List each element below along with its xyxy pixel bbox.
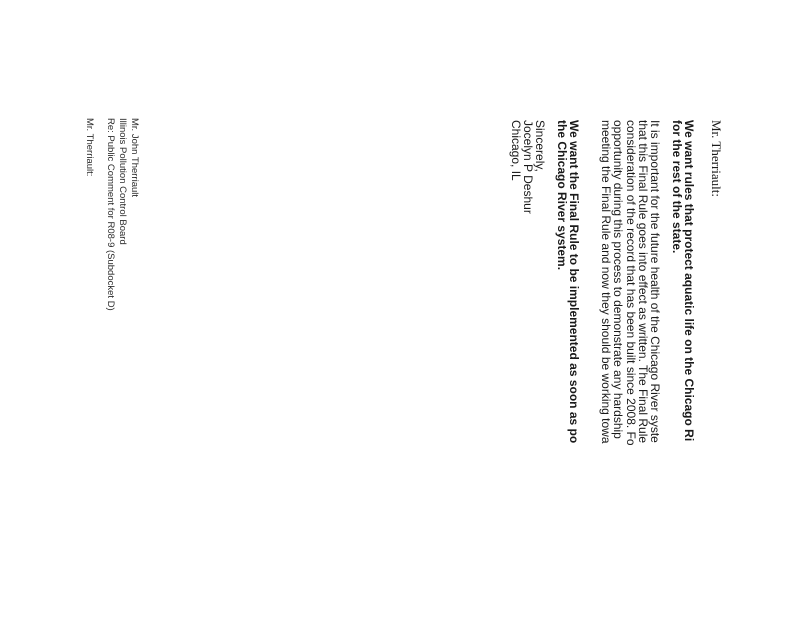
- salutation-text: Mr. Therriault:: [709, 120, 724, 198]
- salutation: [710, 120, 722, 197]
- body-paragraph-line: that this Final Rule goes into effect as written. The Final Rule: [635, 120, 650, 444]
- bold-paragraph-aquatic-life: [671, 120, 695, 618]
- bold-paragraph-implementation: [556, 120, 580, 443]
- body-paragraph-line: opportunity during this process to demonstrate any hardship: [611, 120, 626, 439]
- recipient-name: Mr. John Therriault: [129, 118, 140, 198]
- bold-paragraph-line: We want the Final Rule to be implemented as soon as po: [567, 120, 581, 444]
- body-paragraph-line: consideration of the record that has been built since 2008. Fo: [623, 120, 638, 446]
- closing-text: Sincerely,: [533, 120, 547, 172]
- body-paragraph: [600, 120, 661, 446]
- signer-name: Jocelyn P Deshur: [520, 120, 535, 214]
- signature-block: [509, 120, 546, 214]
- salutation-repeat: [83, 118, 95, 176]
- address-block: [104, 118, 140, 311]
- body-paragraph-line: meeting the Final Rule and now they should be working towa: [599, 120, 614, 444]
- recipient-organization: Illinois Pollution Control Board: [117, 118, 128, 245]
- signer-city: Chicago, IL: [508, 120, 523, 181]
- body-paragraph-line: It is important for the future health of the Chicago River syste: [648, 120, 662, 443]
- bold-paragraph-line: for the rest of the state.: [669, 120, 684, 254]
- bold-paragraph-line: the Chicago River system.: [554, 120, 569, 271]
- salutation-repeat-text: Mr. Therriault:: [84, 118, 95, 177]
- bold-paragraph-line: We want rules that protect aquatic life on the Chicago Ri: [682, 120, 696, 442]
- subject-line: Re: Public Comment for R08-9 (Subdocket D): [105, 118, 116, 311]
